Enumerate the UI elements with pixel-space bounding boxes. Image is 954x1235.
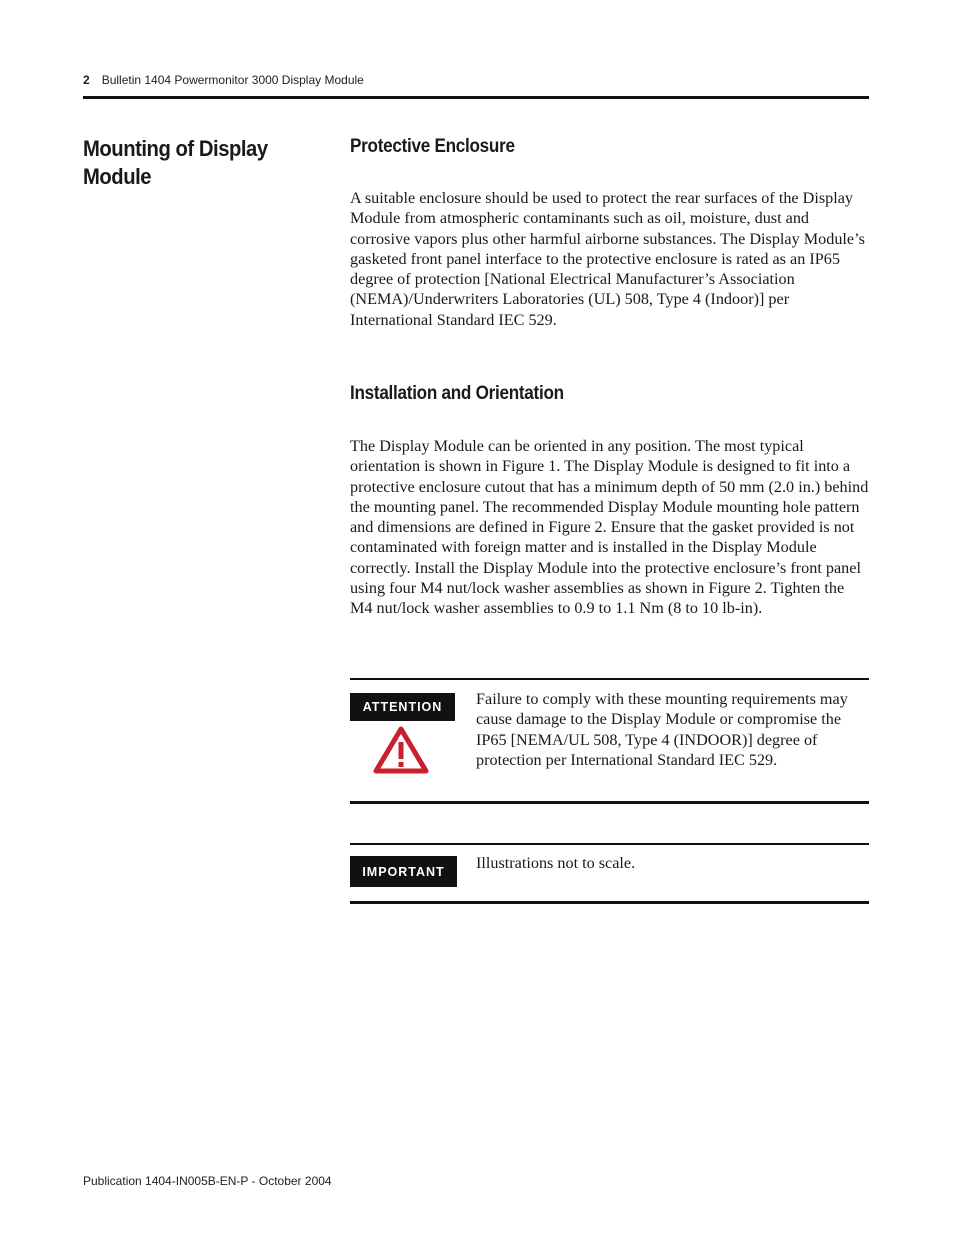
attention-text: Failure to comply with these mounting requirements may cause damage to the Display Module or compromise the IP65 [NEMA/UL 508, Type 4 (INDOOR)] degree of protection per International Standard IEC 529. — [476, 690, 848, 769]
page-header — [83, 73, 869, 87]
header-rule — [83, 96, 869, 99]
installation-heading: Installation and Orientation — [350, 383, 564, 404]
installation-body: The Display Module can be oriented in any position. The most typical orientation is shown in Figure 1. The Display Module is designed to fit into a protective enclosure cutout that has a minimum depth of 50 mm (2.0 in.) behind the mounting panel. The recommended Display Module mounting hole pattern and dimensions are defined in Figure 2. Ensure that the gasket provided is not contaminated with foreign matter and is installed in the Display Module correctly. Install the Display Module into the protective enclosure’s front panel using four M4 nut/lock washer assemblies as shown in Figure 2. Tighten the M4 nut/lock washer assemblies to 0.9 to 1.1 Nm (8 to 10 lb-in). — [350, 437, 869, 618]
important-label: IMPORTANT — [350, 856, 457, 887]
protective-enclosure-body: A suitable enclosure should be used to protect the rear surfaces of the Display Module from atmospheric contaminants such as oil, moisture, dust and corrosive vapors plus other harmful airborne substances. The Display Module’s gasketed front panel interface to the protective enclosure is rated as an IP65 degree of protection [National Electrical Manufacturer’s Association (NEMA)/Underwriters Laboratories (UL) 508, Type 4 (Indoor)] per International Standard IEC 529. — [350, 189, 865, 329]
important-top-rule — [350, 843, 869, 845]
section-title: Mounting of Display Module — [83, 136, 268, 189]
page-footer: Publication 1404-IN005B-EN-P - October 2004 — [83, 1174, 332, 1188]
attention-top-rule — [350, 678, 869, 680]
important-bottom-rule — [350, 901, 869, 904]
page-number: 2 — [83, 73, 90, 87]
protective-enclosure-heading: Protective Enclosure — [350, 136, 515, 157]
warning-triangle-icon — [373, 725, 429, 775]
header-title: Bulletin 1404 Powermonitor 3000 Display Module — [101, 73, 364, 87]
important-text: Illustrations not to scale. — [476, 854, 636, 872]
attention-bottom-rule — [350, 801, 869, 804]
attention-label: ATTENTION — [350, 693, 455, 721]
